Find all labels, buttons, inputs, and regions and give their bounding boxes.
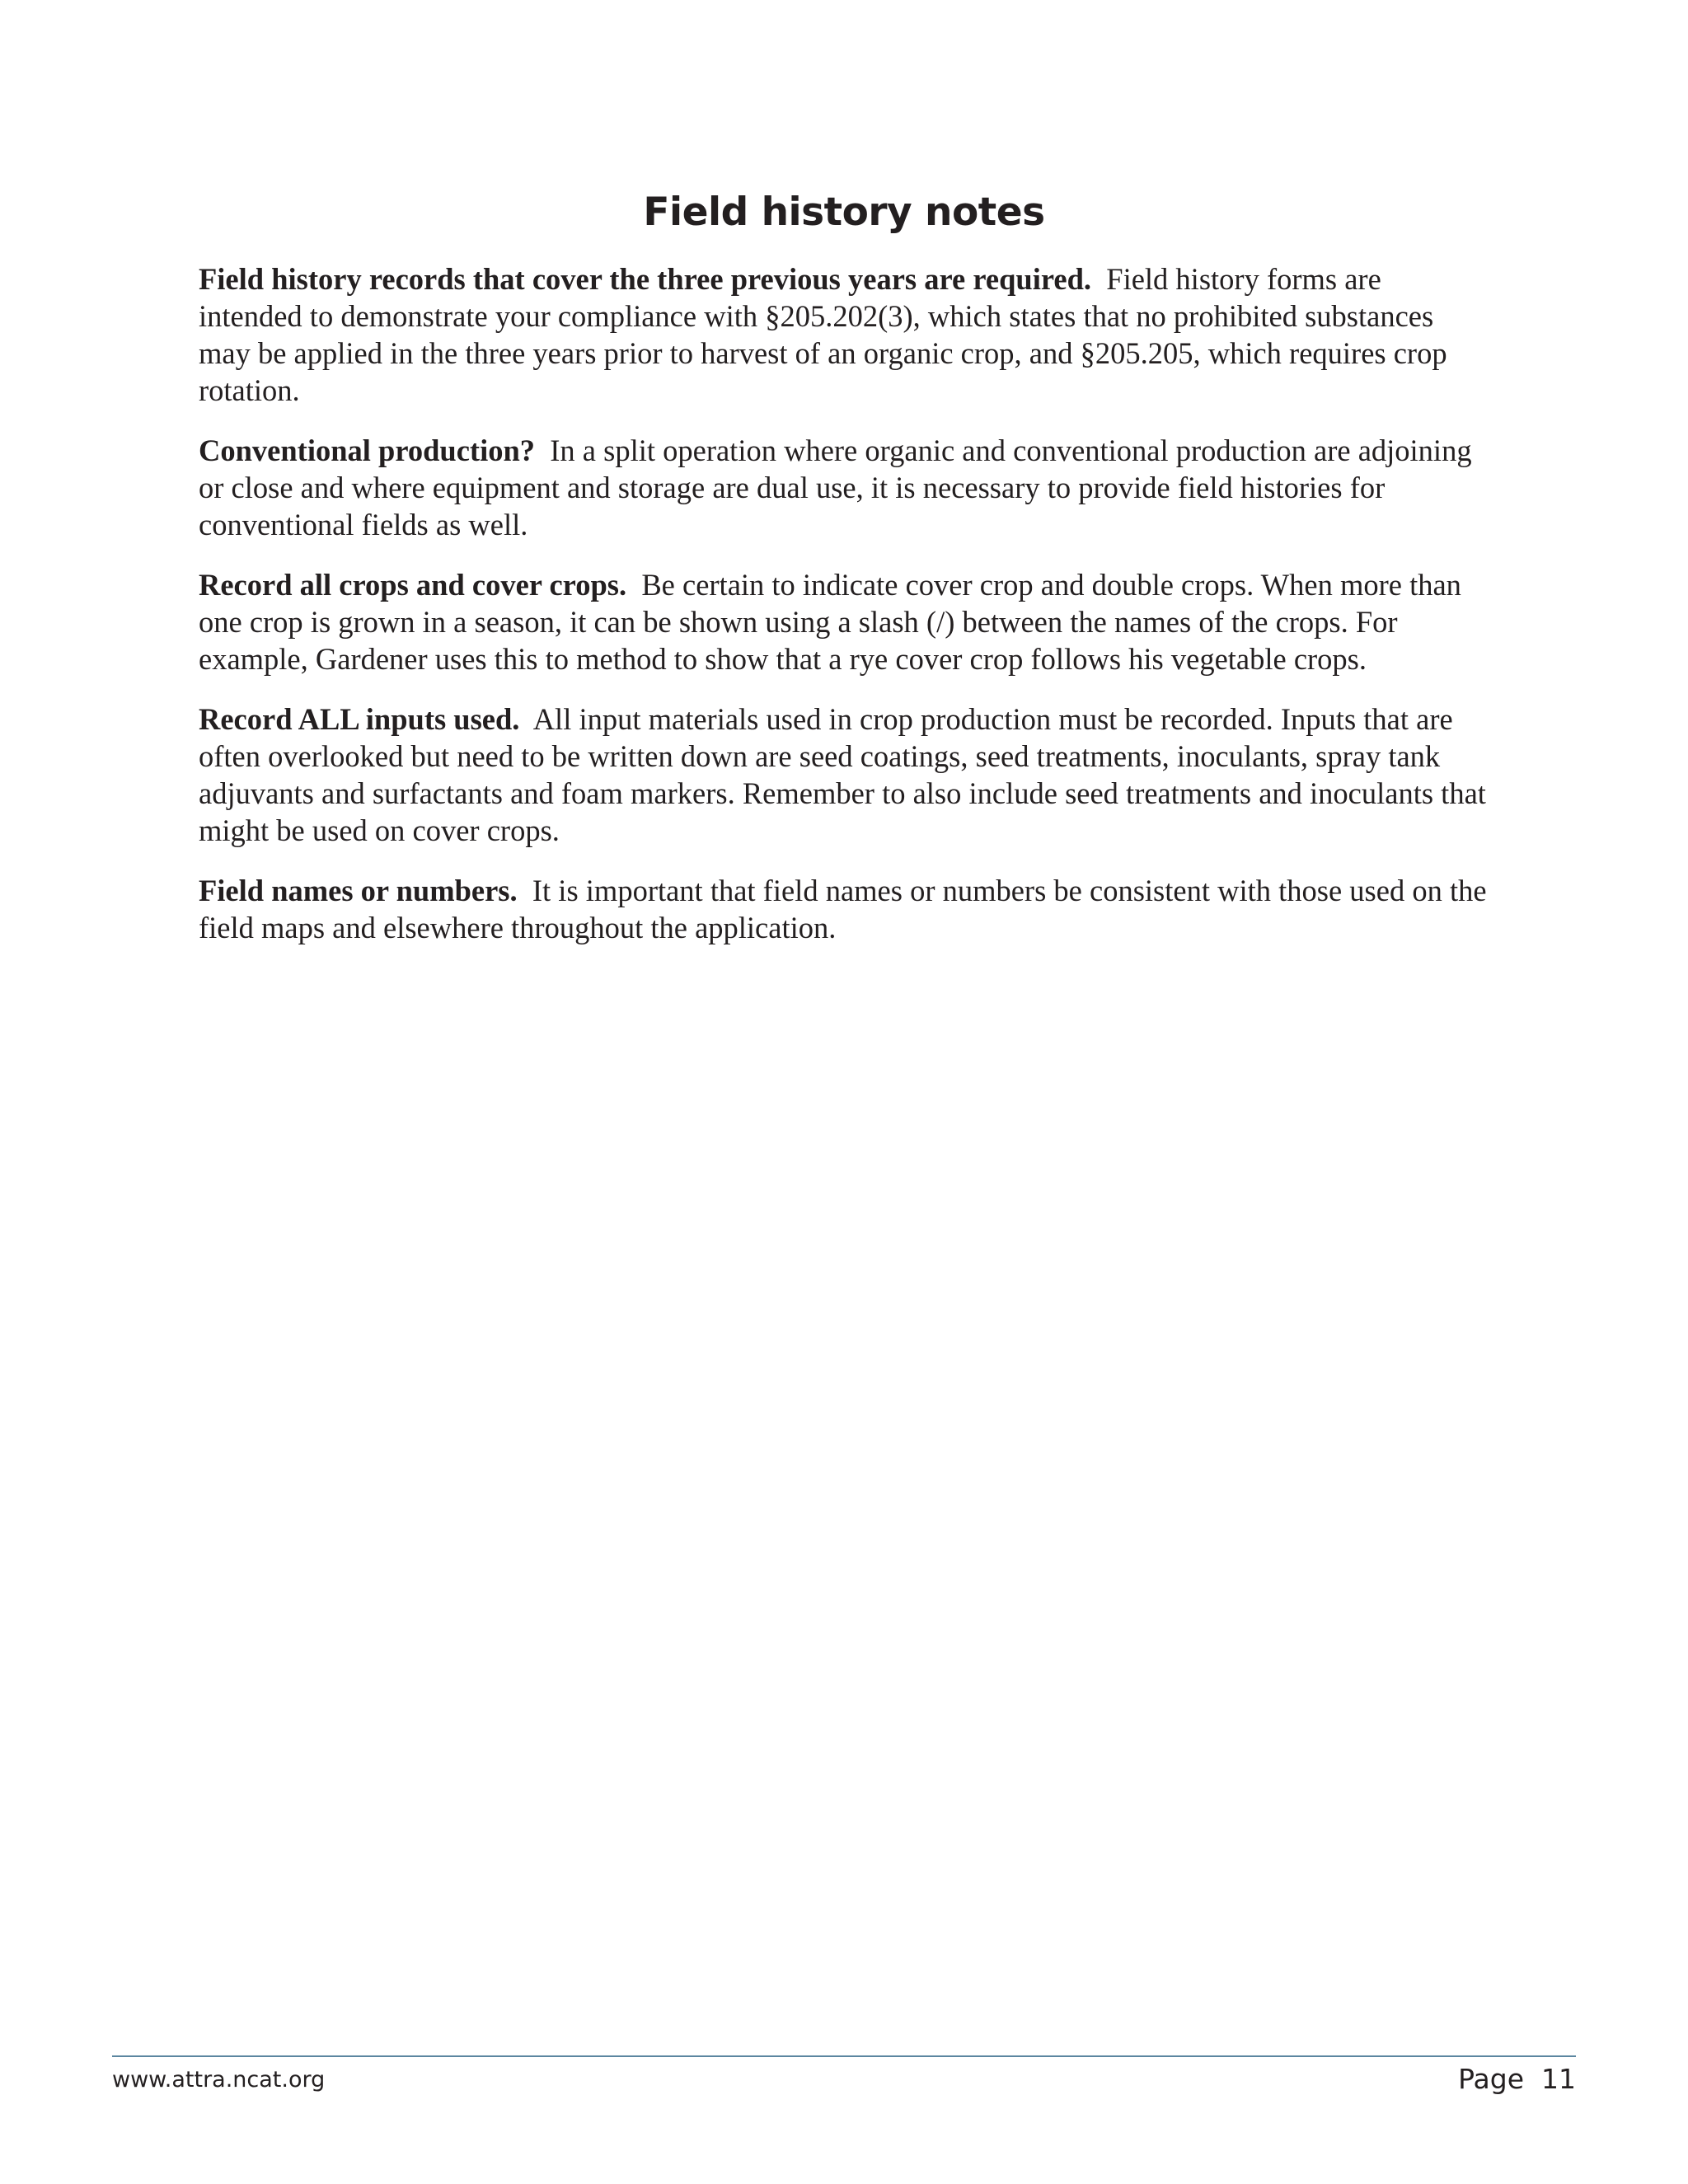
note-paragraph-compliance <box>199 260 1489 409</box>
note-text: Be certain to indicate cover crop and double crops. When more than one crop is grown in a season, it can be shown using a slash (/) between the names of the crops. For example, Gardener uses this to method to show that a rye cover crop follows his vegetable crops. <box>199 568 1461 676</box>
notes-body <box>199 260 1489 969</box>
note-text: Field history forms are intended to demonstrate your compliance with §205.202(3), which states that no prohibited substances may be applied in the three years prior to harvest of an organic crop, and §205.205, which requires crop rotation. <box>199 262 1447 407</box>
note-paragraph-conventional <box>199 432 1489 543</box>
note-lead: Conventional production? <box>199 434 536 467</box>
footer-divider <box>112 2055 1576 2057</box>
page-number: Page 11 <box>1458 2063 1576 2095</box>
note-paragraph-crops <box>199 566 1489 677</box>
note-lead: Field names or numbers. <box>199 874 518 907</box>
note-paragraph-inputs <box>199 701 1489 849</box>
note-text: All input materials used in crop production must be recorded. Inputs that are often overlooked but need to be written down are seed coatings, seed treatments, inoculants, spray tank adjuvants and surfactants and foam markers. Remember to also include seed treatments and inoculants that might be used on cover crops. <box>199 702 1486 847</box>
page-title: Field history notes <box>643 190 1045 235</box>
note-lead: Field history records that cover the three previous years are required. <box>199 262 1092 296</box>
note-lead: Record ALL inputs used. <box>199 702 520 736</box>
note-text: In a split operation where organic and conventional production are adjoining or close and where equipment and storage are dual use, it is necessary to provide field histories for conventional fields as well. <box>199 434 1472 541</box>
note-lead: Record all crops and cover crops. <box>199 568 627 602</box>
note-paragraph-field-names <box>199 872 1489 946</box>
note-text: It is important that field names or numbers be consistent with those used on the field maps and elsewhere throughout the application. <box>199 874 1487 944</box>
footer-url: www.attra.ncat.org <box>112 2067 326 2093</box>
